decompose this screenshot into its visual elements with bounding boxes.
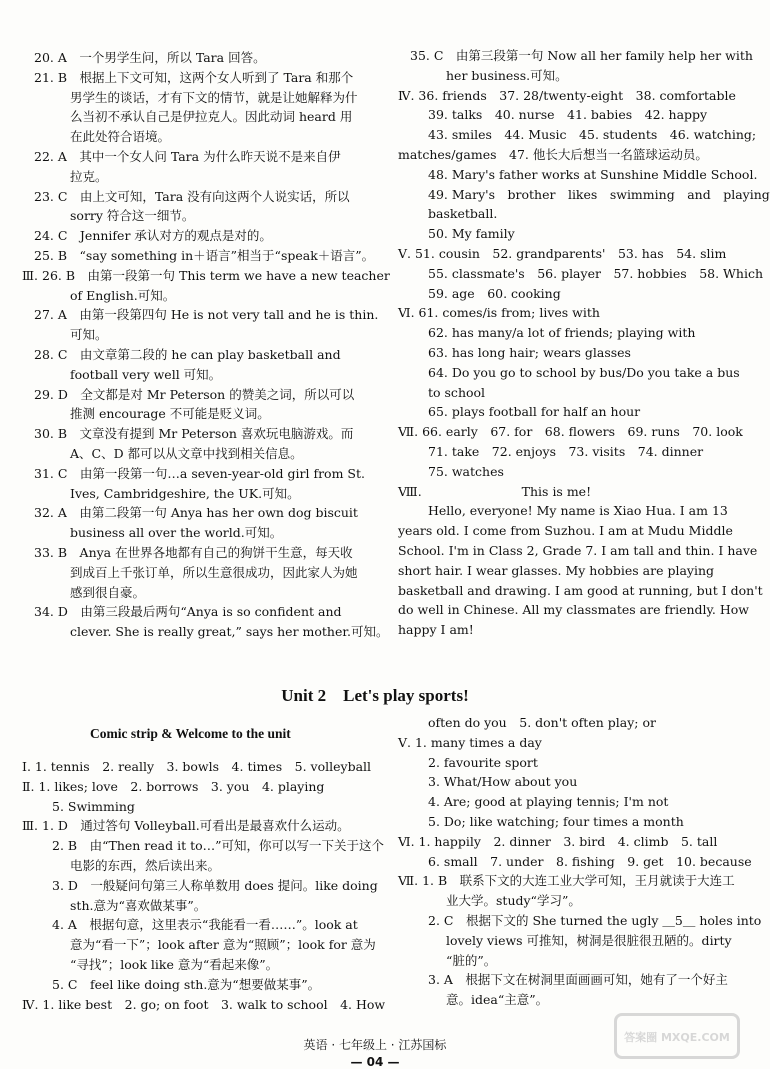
answer-line: 业大学。study“学习”。	[446, 893, 581, 909]
answer-line: sorry 符合这一细节。	[70, 208, 195, 224]
answer-line: basketball and drawing. I am good at running, but I don't	[398, 582, 763, 598]
answer-line: 意。idea“主意”。	[446, 992, 549, 1008]
answer-line: 3. A 根据下文在树洞里面画画可知，她有了一个好主	[428, 972, 728, 988]
answer-line: 65. plays football for half an hour	[428, 404, 641, 420]
answer-line: 男学生的谈话，才有下文的情节，就是让她解释为什	[70, 89, 358, 105]
answer-line: 3. D 一般疑问句第三人称单数用 does 提问。like doing	[52, 877, 378, 893]
answer-line: “寻找”；look like 意为“看起来像”。	[70, 956, 279, 972]
answer-line: football very well 可知。	[70, 366, 222, 382]
answer-line: 20. A 一个男学生问，所以 Tara 回答。	[34, 50, 266, 65]
answer-line: 4. Are; good at playing tennis; I'm not	[428, 794, 669, 810]
answer-line: 电影的东西，然后读出来。	[70, 857, 221, 873]
answer-line: of English.可知。	[70, 287, 176, 303]
answer-line: 推测 encourage 不可能是贬义词。	[70, 406, 270, 422]
left-column-bottom	[22, 757, 386, 1014]
answer-line: 62. has many/a lot of friends; playing with	[428, 325, 696, 341]
answer-line: Ⅳ. 36. friends 37. 28/twenty-eight 38. comfortable	[398, 87, 736, 103]
answer-line: 22. A 其中一个女人问 Tara 为什么昨天说不是来自伊	[34, 148, 341, 164]
answer-line: Ⅴ. 51. cousin 52. grandparents' 53. has 54. slim	[398, 245, 727, 261]
section-title: Comic strip & Welcome to the unit	[90, 726, 291, 741]
left-column-top	[22, 48, 390, 642]
answer-line: 21. B 根据上下文可知，这两个女人听到了 Tara 和那个	[34, 69, 354, 85]
answer-line: 33. B Anya 在世界各地都有自己的狗饼干生意，每天收	[34, 544, 353, 560]
footer-label: 英语 · 七年级上 · 江苏国标	[303, 1038, 447, 1052]
answer-line: 可知。	[70, 327, 108, 343]
answer-line: 在此处符合语境。	[70, 129, 171, 145]
answer-line: 34. D 由第三段最后两句“Anya is so confident and	[34, 604, 342, 620]
answer-line: happy I am!	[398, 622, 474, 638]
answer-line: 29. D 全文都是对 Mr Peterson 的赞美之词，所以可以	[34, 386, 355, 402]
answer-line: Ⅲ. 1. D 通过答句 Volleyball.可看出是最喜欢什么运动。	[22, 818, 350, 834]
watermark-text: 答案圈 MXQE.COM	[624, 1031, 730, 1044]
answer-line: 59. age 60. cooking	[428, 285, 561, 301]
answer-line: 感到很自豪。	[70, 584, 146, 600]
answer-line: 64. Do you go to school by bus/Do you take a bus	[428, 364, 740, 380]
answer-line: Ⅱ. 1. likes; love 2. borrows 3. you 4. playing	[22, 778, 325, 794]
answer-line: “脏的”。	[446, 952, 497, 968]
answer-line: 24. C Jennifer 承认对方的观点是对的。	[34, 228, 272, 244]
answer-line: 到成百上千张订单，所以生意很成功，因此家人为她	[70, 564, 358, 580]
answer-line: Ⅷ. This is me!	[398, 483, 592, 499]
page-number: — 04 —	[350, 1055, 400, 1069]
answer-line: 63. has long hair; wears glasses	[428, 344, 631, 360]
answer-line: do well in Chinese. All my classmates are friendly. How	[398, 602, 750, 618]
answer-line: 2. C 根据下文的 She turned the ugly ＿5＿ holes into	[428, 912, 762, 928]
answer-line: 5. Do; like watching; four times a month	[428, 813, 684, 829]
answer-line: short hair. I wear glasses. My hobbies are playing	[398, 562, 715, 578]
answer-line: 23. C 由上文可知，Tara 没有向这两个人说实话，所以	[34, 188, 350, 204]
answer-line: 31. C 由第一段第一句…a seven-year-old girl from St.	[34, 465, 365, 481]
answer-line: Ⅰ. 1. tennis 2. really 3. bowls 4. times 5. volleyball	[22, 759, 372, 774]
answer-line: 39. talks 40. nurse 41. babies 42. happy	[428, 107, 708, 123]
answer-line: business all over the world.可知。	[70, 525, 283, 541]
answer-line: Ⅶ. 1. B 联系下文的大连工业大学可知，王月就读于大连工	[398, 873, 735, 889]
answer-line: 48. Mary's father works at Sunshine Middle School.	[428, 166, 758, 182]
answer-line: 4. A 根据句意，这里表示“我能看一看……”。look at	[52, 917, 358, 933]
answer-line: 28. C 由文章第二段的 he can play basketball and	[34, 346, 341, 362]
answer-line: 49. Mary's brother likes swimming and playing	[428, 186, 770, 202]
answer-line: matches/games 47. 他长大后想当一名篮球运动员。	[398, 146, 708, 162]
answer-line: Ⅶ. 66. early 67. for 68. flowers 69. runs 70. look	[398, 424, 743, 440]
answer-line: sth.意为“喜欢做某事”。	[70, 897, 207, 913]
unit-title: Unit 2 Let's play sports!	[281, 686, 469, 705]
answer-line: basketball.	[428, 206, 498, 222]
answer-line: 43. smiles 44. Music 45. students 46. watching;	[428, 127, 757, 143]
answer-line: 50. My family	[428, 226, 515, 242]
answer-line: Ives, Cambridgeshire, the UK.可知。	[70, 485, 300, 501]
answer-line: 3. What/How about you	[428, 774, 578, 790]
answer-line: 30. B 文章没有提到 Mr Peterson 喜欢玩电脑游戏。而	[34, 426, 354, 442]
answer-line: her business.可知。	[446, 67, 568, 83]
answer-line: 27. A 由第一段第四句 He is not very tall and he is thin.	[34, 307, 379, 323]
answer-line: Ⅵ. 61. comes/is from; lives with	[398, 305, 600, 321]
answer-line: Ⅵ. 1. happily 2. dinner 3. bird 4. climb 5. tall	[398, 833, 718, 849]
answer-line: 5. C feel like doing sth.意为“想要做某事”。	[52, 976, 321, 992]
answer-line: 2. B 由“Then read it to…”可知，你可以写一下关于这个	[52, 838, 385, 854]
answer-line: 71. take 72. enjoys 73. visits 74. dinner	[428, 443, 704, 459]
answer-line: to school	[428, 384, 486, 400]
answer-line: Ⅲ. 26. B 由第一段第一句 This term we have a new teacher	[22, 267, 390, 283]
answer-line: A、C、D 都可以从文章中找到相关信息。	[70, 445, 303, 461]
answer-line: 6. small 7. under 8. fishing 9. get 10. because	[428, 853, 752, 869]
answer-line: 32. A 由第二段第一句 Anya has her own dog biscuit	[34, 505, 358, 521]
answer-line: clever. She is really great,” says her mother.可知。	[70, 624, 389, 640]
answer-line: 75. watches	[428, 463, 504, 479]
answer-line: Hello, everyone! My name is Xiao Hua. I am 13	[428, 503, 728, 519]
answer-line: School. I'm in Class 2, Grade 7. I am tall and thin. I have	[398, 542, 758, 558]
answer-line: often do you 5. don't often play; or	[428, 715, 656, 730]
watermark-logo	[614, 1013, 740, 1059]
answer-line: lovely views 可推知，树洞是很脏很丑陋的。dirty	[446, 932, 732, 948]
answer-line: 拉克。	[70, 168, 108, 184]
answer-line: 5. Swimming	[52, 798, 135, 814]
answer-line: 55. classmate's 56. player 57. hobbies 58. Which	[428, 265, 763, 281]
answer-line: 35. C 由第三段第一句 Now all her family help her with	[410, 48, 753, 63]
answer-line: Ⅳ. 1. like best 2. go; on foot 3. walk to school 4. How	[22, 996, 386, 1012]
answer-line: 意为“看一下”；look after 意为“照顾”；look for 意为	[70, 937, 376, 953]
answer-line: 25. B “say something in＋语言”相当于“speak＋语言”。	[34, 247, 375, 263]
answer-line: 么当初不承认自己是伊拉克人。因此动词 heard 用	[70, 109, 353, 125]
answer-line: Ⅴ. 1. many times a day	[398, 734, 542, 750]
right-column-top	[398, 46, 770, 640]
answer-line: years old. I come from Suzhou. I am at Mudu Middle	[398, 523, 733, 539]
right-column-bottom	[398, 713, 762, 1010]
answer-line: 2. favourite sport	[428, 754, 538, 770]
